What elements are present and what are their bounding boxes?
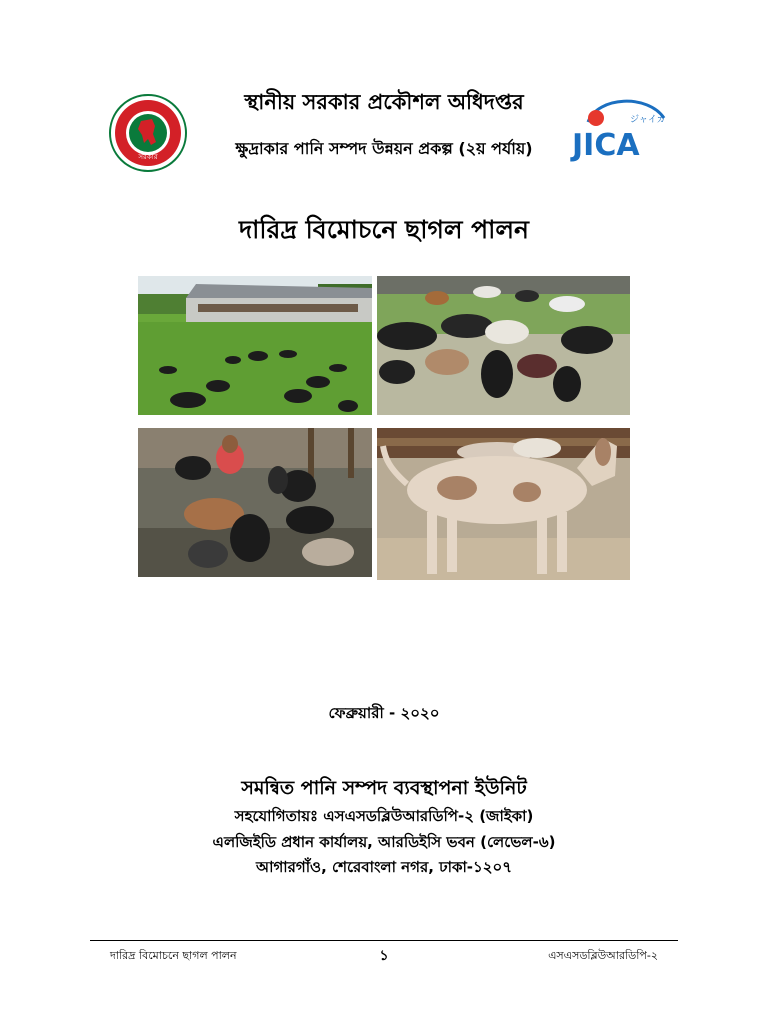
gov-logo-lettering: সরকার [138, 153, 158, 161]
jica-logo-text: JICA [572, 128, 640, 162]
woman-feeding-goats-photo [138, 428, 372, 577]
document-title: দারিদ্র বিমোচনে ছাগল পালন [239, 215, 529, 244]
publisher-unit-title: সমন্বিত পানি সম্পদ ব্যবস্থাপনা ইউনিট [241, 777, 527, 799]
publisher-office-line: এলজিইডি প্রধান কার্যালয়, আরডিইসি ভবন (লেভেল-৬) [212, 833, 556, 851]
jica-kana-text: ジャイカ [630, 115, 666, 125]
footer-document-title: দারিদ্র বিমোচনে ছাগল পালন [110, 949, 237, 962]
project-subtitle: ক্ষুদ্রাকার পানি সম্পদ উন্নয়ন প্রকল্প (২য় পর্যায়) [235, 139, 533, 158]
footer-divider [90, 940, 678, 941]
single-goat-photo [377, 428, 630, 580]
organization-title: স্থানীয় সরকার প্রকৌশল অধিদপ্তর [244, 90, 524, 114]
bangladesh-government-logo-icon [108, 93, 188, 173]
goat-herd-photo [377, 276, 630, 415]
footer-project-code: এসএসডব্লিউআরডিপি-২ [548, 949, 658, 962]
publisher-cooperation-line: সহযোগিতায়ঃ এসএসডব্লিউআরডিপি-২ (জাইকা) [234, 807, 534, 825]
publication-date: ফেব্রুয়ারী - ২০২০ [328, 704, 440, 722]
footer-page-number: ১ [379, 948, 389, 964]
goats-grazing-field-photo [138, 276, 372, 415]
publisher-address-line: আগারগাঁও, শেরেবাংলা নগর, ঢাকা-১২০৭ [255, 858, 513, 876]
jica-logo-icon [568, 92, 668, 162]
